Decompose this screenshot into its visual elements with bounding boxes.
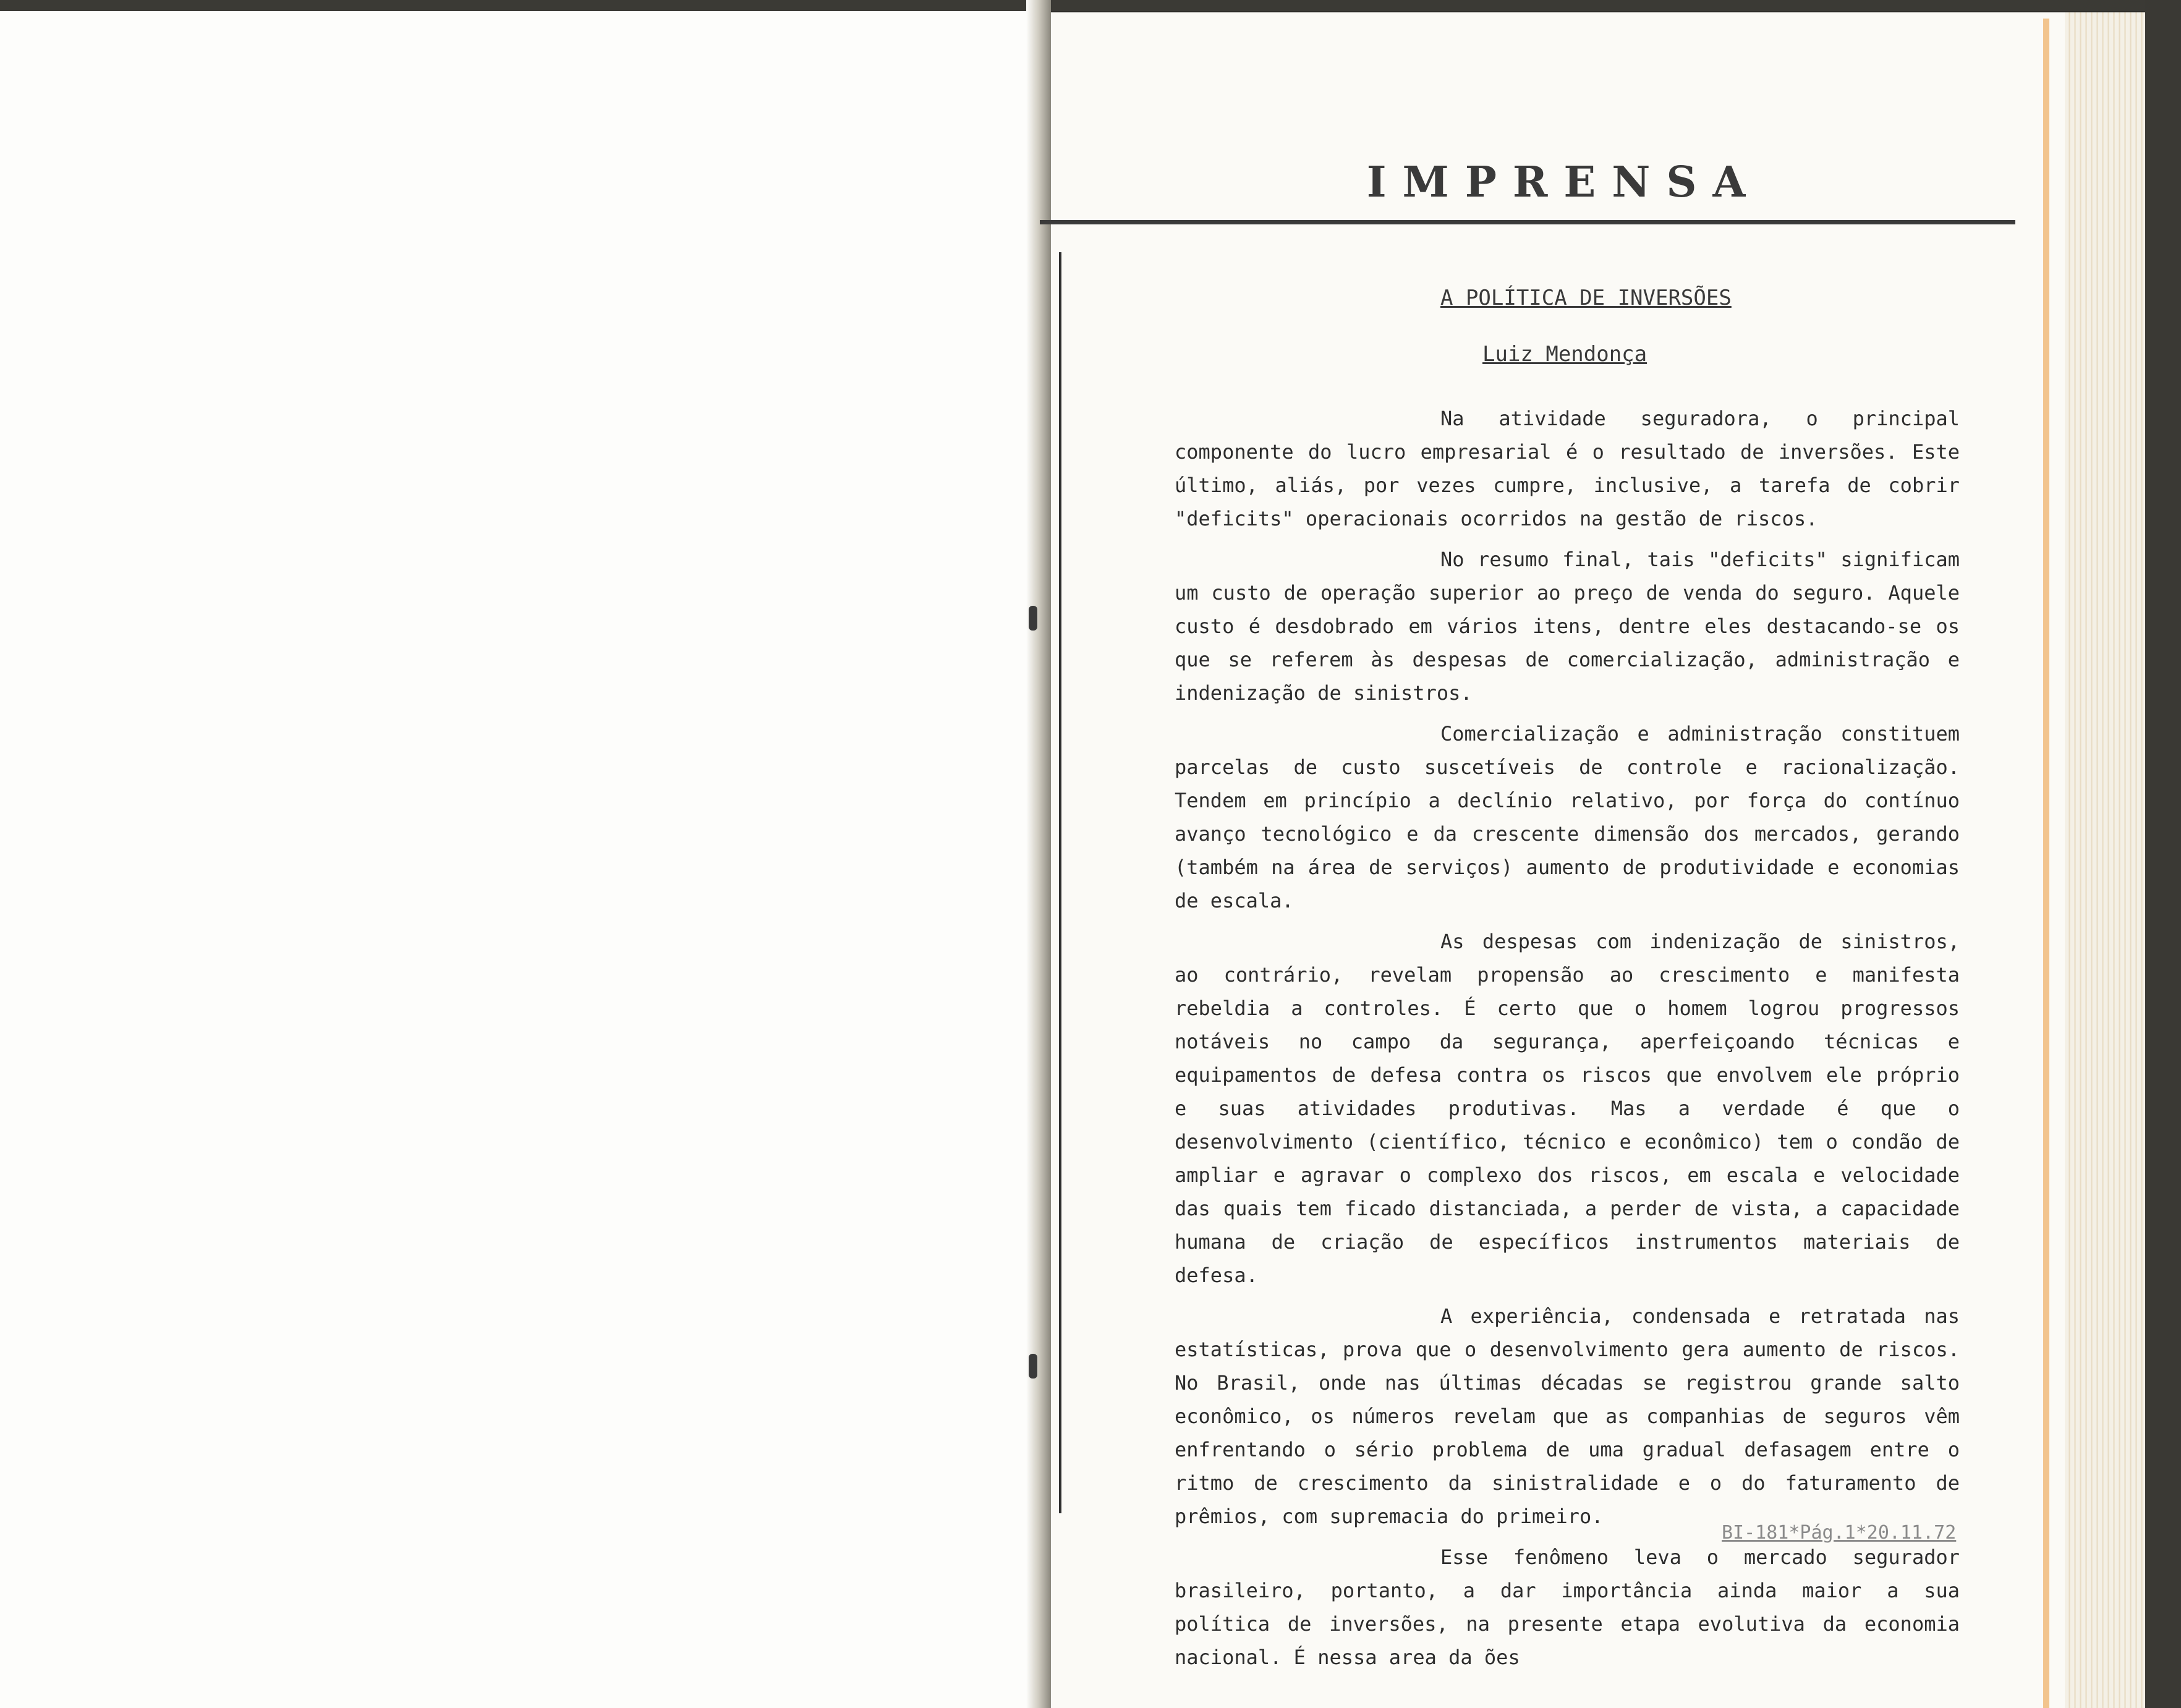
paragraph: Comercialização e administração constituem parcelas de custo suscetíveis de controle e racionalização. Tendem em princípio a declínio relativo, por força do contínuo avanço tecnológico e da crescente dimensão dos mercados, gerando (também na área de serviços) aumento de produtividade e economias de escala. xyxy=(1175,722,1960,912)
page-edges xyxy=(2065,12,2145,1708)
page-reference: BI-181*Pág.1*20.11.72 xyxy=(1722,1522,1957,1544)
binding-hole-mark xyxy=(1029,1354,1037,1379)
header-rule xyxy=(1040,220,2015,224)
article-author: Luiz Mendonça xyxy=(1482,342,1647,367)
margin-rule xyxy=(1059,252,1061,1513)
paragraph: As despesas com indenização de sinistros, ao contrário, revelam propensão ao crescimento e manifesta rebeldia a controles. É certo que o homem logrou progressos notáveis no campo da segurança, aperfeiçoando técnicas e equipamentos de defesa contra os riscos que envolvem ele próprio e suas atividades produtivas. Mas a verdade é que o desenvolvimento (científico, técnico e econômico) tem o condão de ampliar e agravar o complexo dos riscos, em escala e velocidade das quais tem ficado distanciada, a perder de vista, a capacidade humana de criação de específicos instrumentos materiais de defesa. xyxy=(1175,930,1960,1287)
binding-hole-mark xyxy=(1029,606,1037,631)
section-header: IMPRENSA xyxy=(1366,158,1762,207)
paragraph: Na atividade seguradora, o principal componente do lucro empresarial é o resultado de inversões. Este último, aliás, por vezes cumpre, inclusive, a tarefa de cobrir "deficits" operacionais ocorridos na gestão de riscos. xyxy=(1175,407,1960,530)
scan-right-border xyxy=(2145,0,2181,1708)
book-gutter xyxy=(1026,0,1051,1708)
article-body xyxy=(1175,402,1960,1681)
paragraph: Esse fenômeno leva o mercado segurador brasileiro, portanto, a dar importância ainda maior a sua política de inversões, na presente etapa evolutiva da economia nacional. É nessa area da ões xyxy=(1175,1545,1960,1669)
page-edge-tab xyxy=(2043,19,2049,1708)
article-title: A POLÍTICA DE INVERSÕES xyxy=(1440,286,1732,310)
paragraph: No resumo final, tais "deficits" significam um custo de operação superior ao preço de venda do seguro. Aquele custo é desdobrado em vários itens, dentre eles destacando-se os que se referem às despesas de comercialização, administração e indenização de sinistros. xyxy=(1175,548,1960,705)
blank-left-page xyxy=(0,11,1040,1708)
paragraph: A experiência, condensada e retratada nas estatísticas, prova que o desenvolvimento gera aumento de riscos. No Brasil, onde nas últimas décadas se registrou grande salto econômico, os números revelam que as companhias de seguros vêm enfrentando o sério problema de uma gradual defasagem entre o ritmo de crescimento da sinistralidade e o do faturamento de prêmios, com supremacia do primeiro. xyxy=(1175,1304,1960,1528)
scan-top-border xyxy=(0,0,2181,11)
